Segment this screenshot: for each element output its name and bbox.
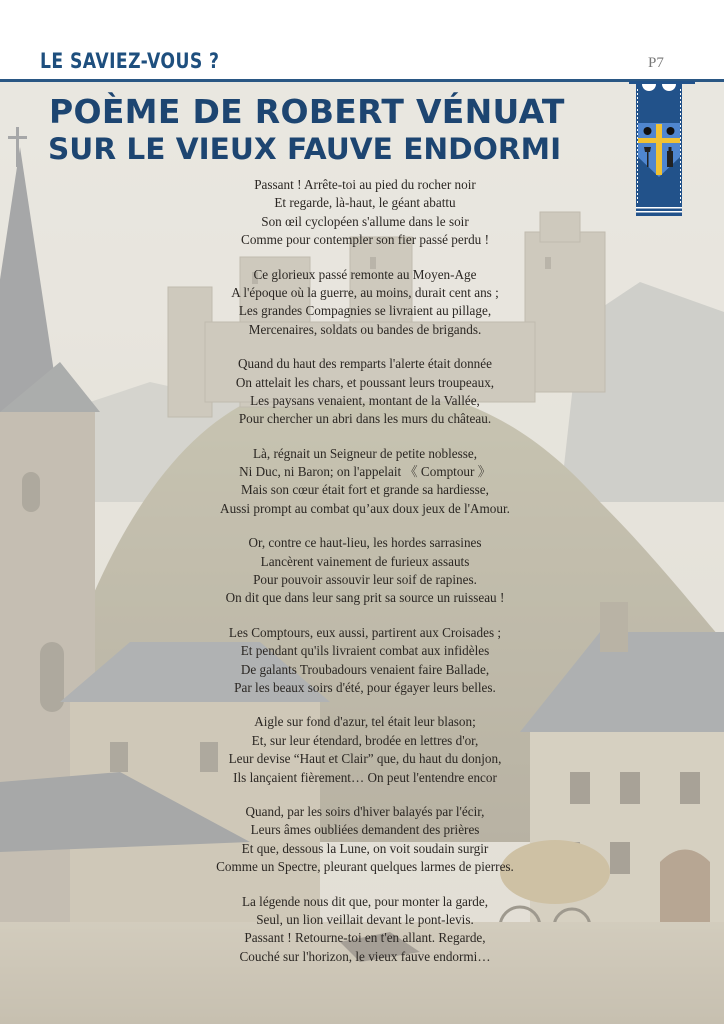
poem-line: Les Comptours, eux aussi, partirent aux Croisades ; <box>228 624 502 640</box>
poem-stanza <box>150 355 580 429</box>
poem-stanza <box>150 266 580 340</box>
poem-line: A l'époque où la guerre, au moins, durait cent ans ; <box>231 284 499 300</box>
poem-line: La légende nous dit que, pour monter la garde, <box>241 893 489 909</box>
poem-stanza <box>150 445 580 519</box>
poem-line: Quand, par les soirs d'hiver balayés par l'écir, <box>245 803 485 819</box>
coat-of-arms-banner-icon <box>627 81 697 219</box>
poem-stanza <box>150 624 580 698</box>
poem-line: Seul, un lion veillait devant le pont-levis. <box>256 911 474 927</box>
poem-line: Leurs âmes oubliées demandent des prières <box>250 822 480 838</box>
article-title: POÈME DE ROBERT VÉNUAT <box>49 92 565 131</box>
poem-line: Par les beaux soirs d'été, pour égayer leurs belles. <box>234 679 496 695</box>
poem-stanza <box>150 803 580 877</box>
poem-line: Passant ! Arrête-toi au pied du rocher noir <box>254 177 476 192</box>
poem-line: Pour chercher un abri dans les murs du château. <box>238 411 492 427</box>
page-number: P7 <box>648 55 664 71</box>
section-label: LE SAVIEZ-VOUS ? <box>40 49 220 73</box>
poem-stanza <box>150 713 580 787</box>
poem-line: Et pendant qu'ils livraient combat aux infidèles <box>240 643 490 659</box>
poem-line: Aigle sur fond d'azur, tel était leur blason; <box>254 714 476 730</box>
poem-line: De galants Troubadours venaient faire Ballade, <box>240 661 490 677</box>
poem-line: Pour pouvoir assouvir leur soif de rapines. <box>253 572 477 588</box>
poem <box>150 176 580 982</box>
poem-line: Ce glorieux passé remonte au Moyen-Age <box>253 266 477 282</box>
poem-line: Leur devise “Haut et Clair” que, du haut du donjon, <box>228 751 502 767</box>
poem-line: Les paysans venaient, montant de la Vallée, <box>250 392 480 408</box>
poem-line: Or, contre ce haut-lieu, les hordes sarrasines <box>248 535 482 551</box>
poem-line: Et que, dessous la Lune, on voit soudain surgir <box>241 840 489 856</box>
poem-line: Et regarde, là-haut, le géant abattu <box>274 195 456 211</box>
page-header <box>0 0 724 80</box>
poem-line: Aussi prompt au combat qu’aux doux jeux de l'Amour. <box>220 500 510 516</box>
poem-line: Comme pour contempler son fier passé perdu ! <box>241 232 489 248</box>
poem-line: Passant ! Retourne-toi en t'en allant. Regarde, <box>244 930 486 946</box>
poem-line: Mais son cœur était fort et grande sa hardiesse, <box>241 482 489 498</box>
poem-line: Ils lançaient fièrement… On peut l'entendre encor <box>233 769 497 785</box>
poem-line: On attelait les chars, et poussant leurs troupeaux, <box>235 374 495 390</box>
poem-stanza <box>150 893 580 967</box>
poem-stanza <box>150 534 580 608</box>
poem-line: Lancèrent vainement de furieux assauts <box>260 553 470 569</box>
poem-stanza <box>150 176 580 250</box>
poem-line: Comme un Spectre, pleurant quelques larmes de pierres. <box>216 859 514 875</box>
poem-line: Son œil cyclopéen s'allume dans le soir <box>261 213 469 229</box>
poem-line: Quand du haut des remparts l'alerte était donnée <box>238 356 492 372</box>
poem-line: Ni Duc, ni Baron; on l'appelait 《 Comptour 》 <box>239 464 491 480</box>
poem-line: Et, sur leur étendard, brodée en lettres d'or, <box>251 732 479 748</box>
poem-line: Les grandes Compagnies se livraient au pillage, <box>238 303 492 319</box>
poem-line: Couché sur l'horizon, le vieux fauve endormi… <box>239 948 491 964</box>
article-subtitle: SUR LE VIEUX FAUVE ENDORMI <box>48 132 562 166</box>
poem-line: On dit que dans leur sang prit sa source un ruisseau ! <box>225 590 505 606</box>
poem-line: Là, régnait un Seigneur de petite noblesse, <box>252 445 478 461</box>
poem-line: Mercenaires, soldats ou bandes de brigands. <box>248 321 482 337</box>
